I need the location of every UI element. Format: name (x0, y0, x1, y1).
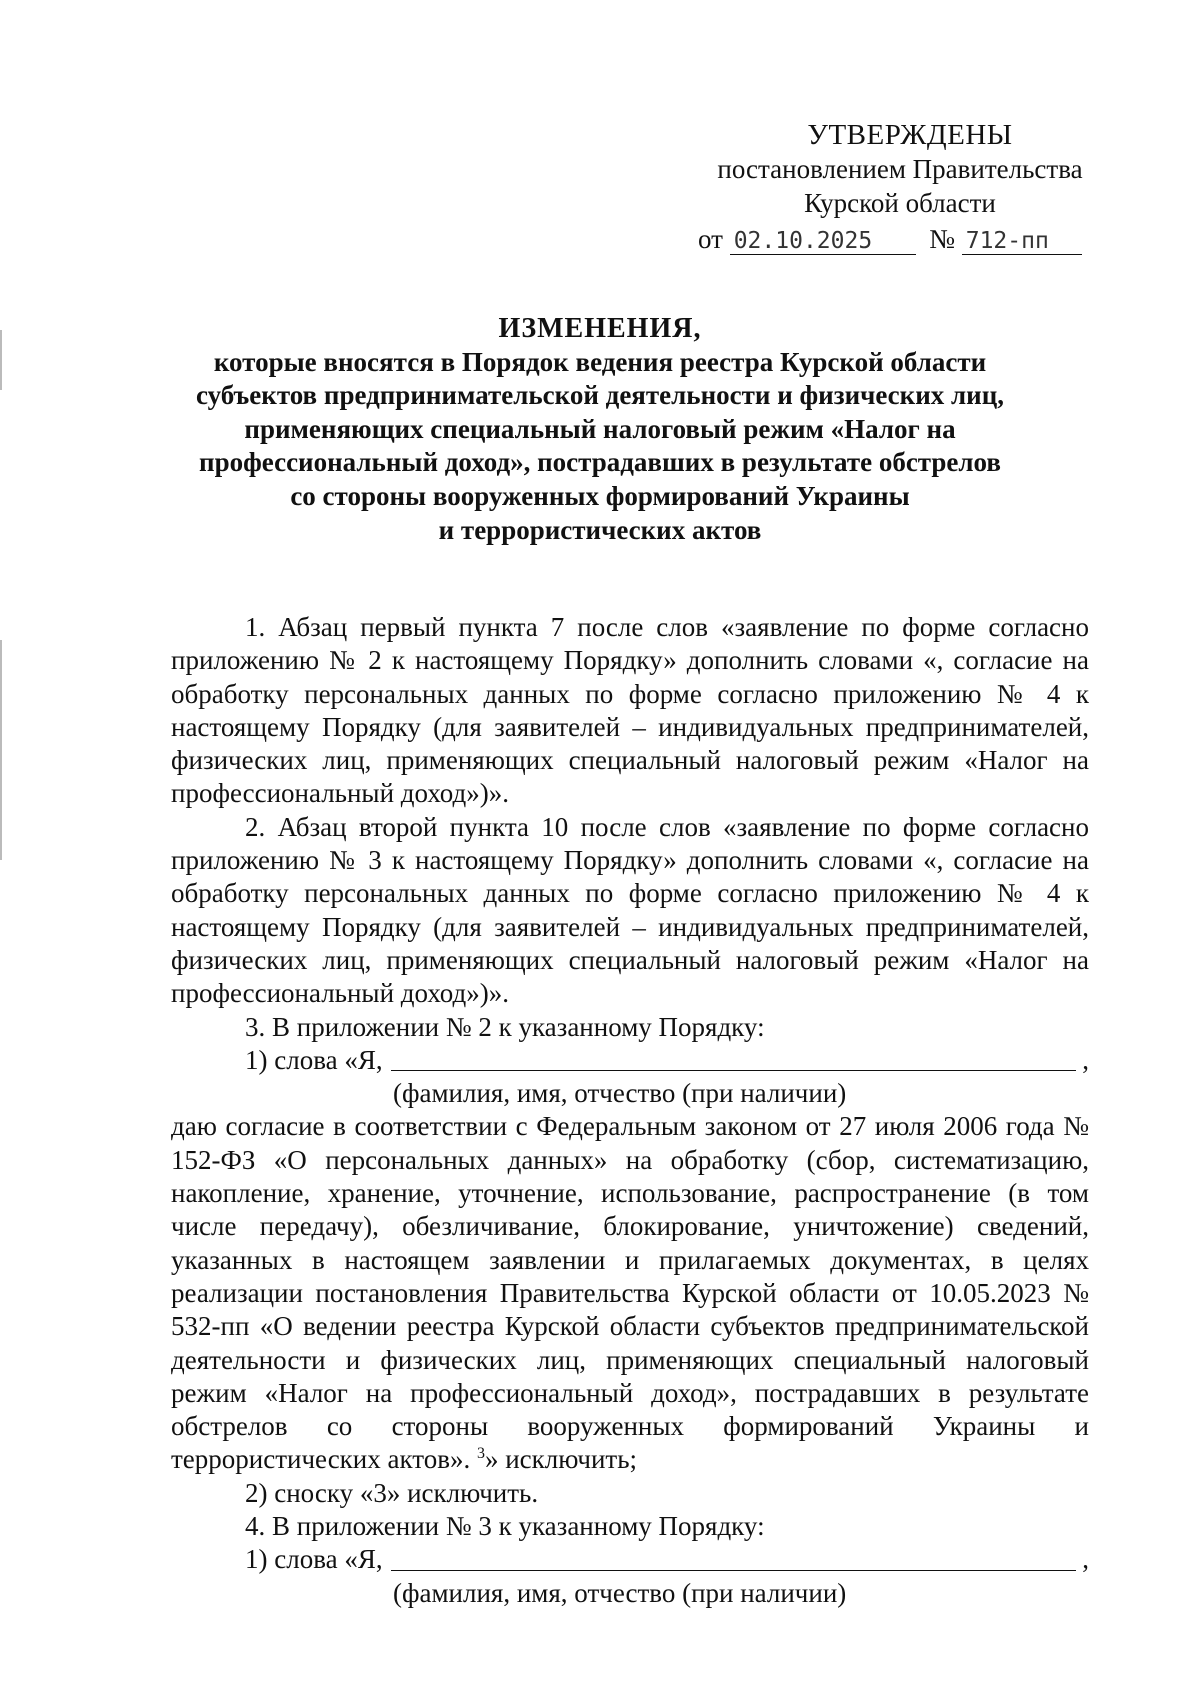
date-value: 02.10.2025 (733, 228, 873, 254)
fill-line-suffix: , (1082, 1044, 1089, 1075)
date-prefix: от (698, 224, 723, 254)
consent-paragraph (171, 1110, 1089, 1476)
name-blank-line (391, 1069, 1077, 1071)
heading-line: применяющих специальный налоговый режим «Налог на (244, 413, 956, 444)
heading-line: которые вносятся в Порядок ведения реестра Курской области (213, 346, 987, 377)
footnote-mark: 3 (476, 1445, 485, 1463)
number-field (962, 226, 1082, 255)
approval-line-1: постановлением Правительства (717, 154, 1083, 184)
heading-line: субъектов предпринимательской деятельности и физических лиц, (195, 380, 1005, 411)
heading-line: со стороны вооруженных формирований Украины (290, 480, 910, 511)
scan-edge-mark (0, 640, 2, 860)
approval-line-2: Курской области (804, 188, 996, 218)
approval-block (690, 118, 1110, 256)
number-value: 712-пп (965, 228, 1049, 254)
document-body (171, 611, 1089, 1610)
heading-main: ИЗМЕНЕНИЯ, (498, 313, 702, 344)
fill-line-name-1 (171, 1044, 1089, 1077)
approval-date-line (690, 222, 1110, 256)
name-blank-line (391, 1569, 1077, 1571)
fill-line-prefix: 1) слова «Я, (245, 1544, 383, 1575)
fill-caption: (фамилия, имя, отчество (при наличии) (393, 1078, 847, 1109)
paragraph-2: 2. Абзац второй пункта 10 после слов «заявление по форме согласно приложению № 3 к настоящему Порядку» дополнить словами «, согласие на обработку персональных данных по форме согласно приложению № 4 к настоящему Порядку (для заявителей – индивидуальных предпринимателей, физических лиц, применяющих специальный налоговый режим «Налог на профессиональный доход»)». (171, 811, 1089, 1009)
paragraph-1: 1. Абзац первый пункта 7 после слов «заявление по форме согласно приложению № 2 к настоящему Порядку» дополнить словами «, согласие на обработку персональных данных по форме согласно приложению № 4 к настоящему Порядку (для заявителей – индивидуальных предпринимателей, физических лиц, применяющих специальный налоговый режим «Налог на профессиональный доход»)». (171, 612, 1089, 809)
number-prefix: № (929, 224, 955, 254)
fill-caption: (фамилия, имя, отчество (при наличии) (393, 1577, 847, 1608)
fill-line-suffix: , (1082, 1544, 1089, 1575)
heading-line: профессиональный доход», пострадавших в результате обстрелов (199, 447, 1001, 478)
paragraph-4: 4. В приложении № 3 к указанному Порядку: (245, 1511, 765, 1542)
fill-line-prefix: 1) слова «Я, (245, 1044, 383, 1075)
paragraph-3: 3. В приложении № 2 к указанному Порядку: (245, 1011, 765, 1042)
fill-line-name-2 (171, 1543, 1089, 1576)
scan-edge-mark (0, 330, 2, 390)
approval-title: УТВЕРЖДЕНЫ (807, 119, 1013, 151)
paragraph-3-item-2: 2) сноску «3» исключить. (245, 1477, 539, 1508)
date-field (730, 226, 916, 255)
consent-end: » исключить; (484, 1444, 638, 1475)
heading-line: и террористических актов (438, 514, 762, 545)
consent-text: даю согласие в соответствии с Федеральным законом от 27 июля 2006 года № 152-ФЗ «О персональных данных» на обработку (сбор, систематизацию, накопление, хранение, уточнение, использование, распространение (в том числе передачу), обезличивание, блокирование, уничтожение) сведений, указанных в настоящем заявлении и прилагаемых документах, в целях реализации постановления Правительства Курской области от 10.05.2023 № 532-пп «О ведении реестра Курской области субъектов предпринимательской деятельности и физических лиц, применяющих специальный налоговый режим «Налог на профессиональный доход», пострадавших в результате обстрелов со стороны вооруженных формирований Украины и террористических актов». (171, 1111, 1089, 1475)
document-heading (150, 312, 1050, 547)
